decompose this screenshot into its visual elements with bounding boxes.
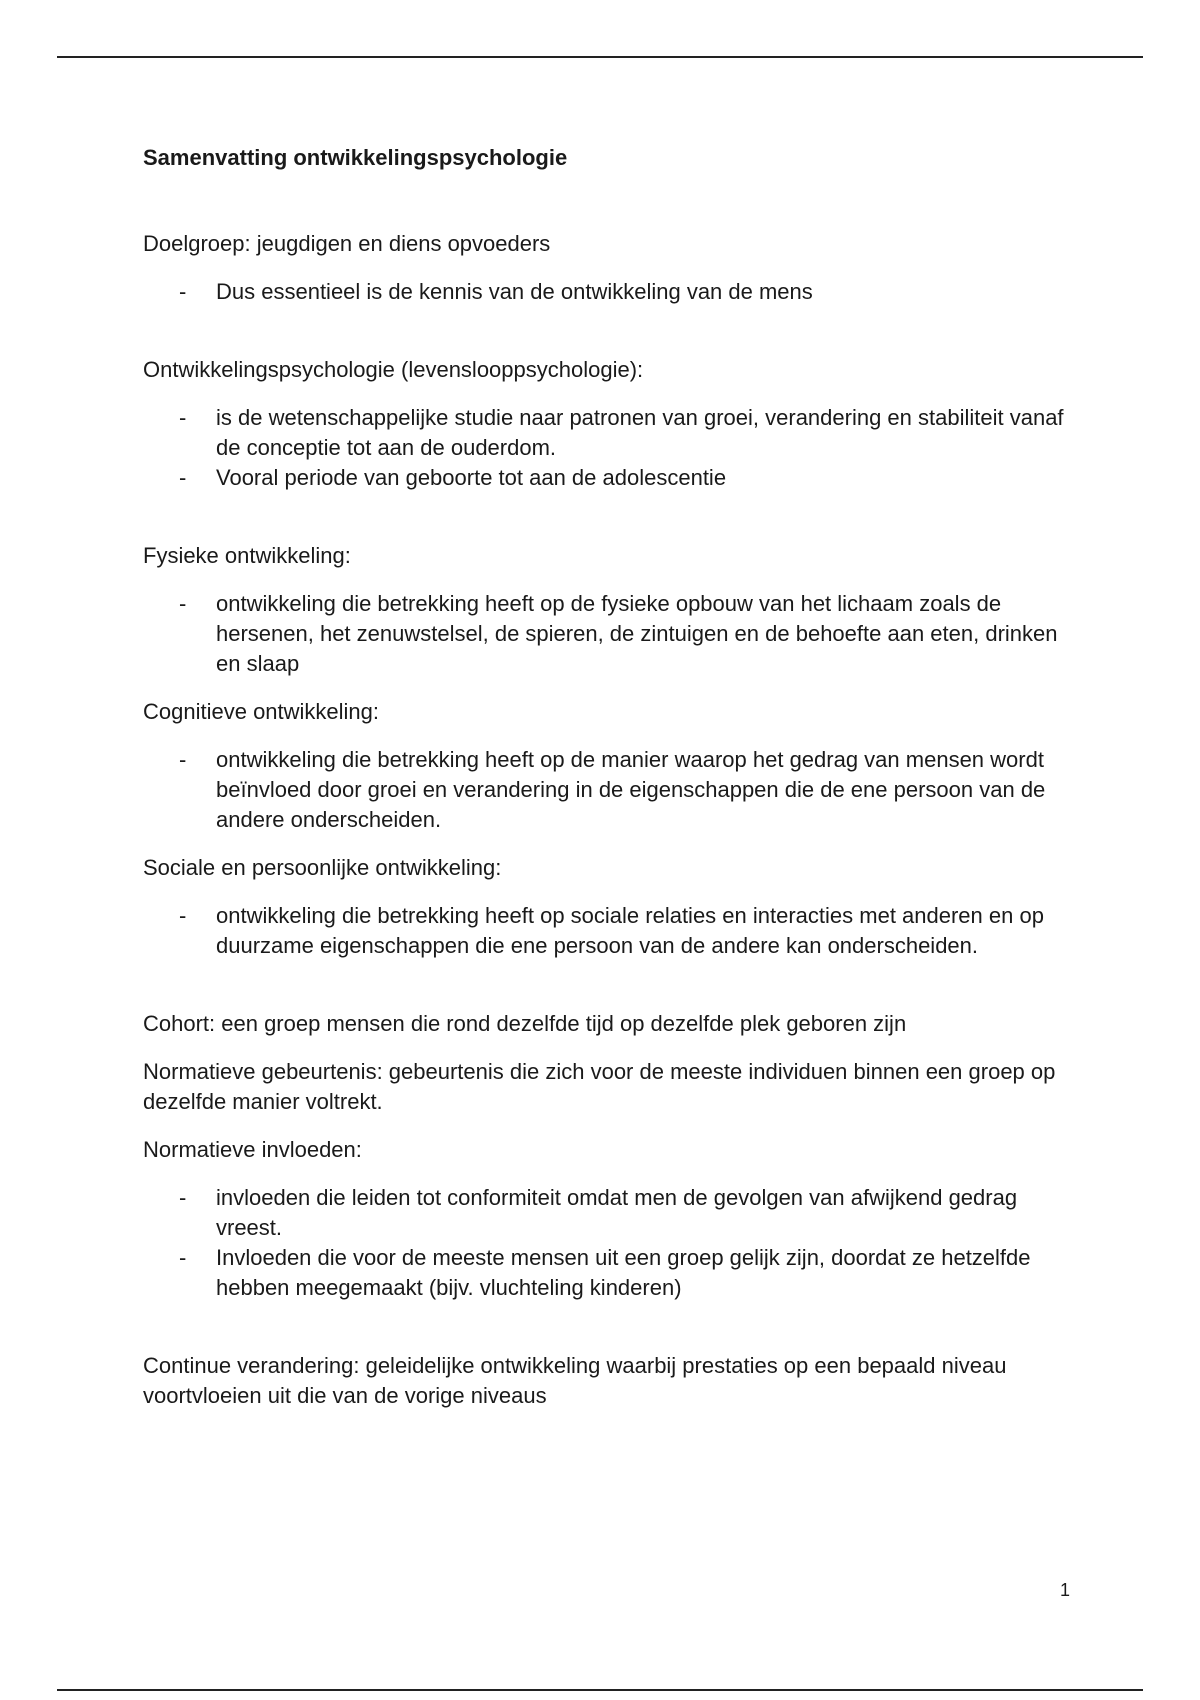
paragraph-normatieve-invloeden: Normatieve invloeden: (143, 1137, 362, 1162)
paragraph-cognitieve-ontwikkeling: Cognitieve ontwikkeling: (143, 699, 380, 724)
bullet-list-ontwikkelingspsychologie (143, 403, 1083, 493)
bullet-list-doelgroep (143, 277, 1083, 307)
dash-bullet-icon: - (179, 405, 187, 430)
document-page (143, 143, 1083, 1429)
list-item: - invloeden die leiden tot conformiteit omdat men de gevolgen van afwijkend gedrag vreest. (179, 1185, 1018, 1240)
list-item: - Vooral periode van geboorte tot aan de adolescentie (143, 463, 1083, 493)
paragraph-ontwikkelingspsychologie: Ontwikkelingspsychologie (levenslooppsychologie): (143, 357, 644, 382)
dash-bullet-icon: - (179, 747, 187, 772)
paragraph-cohort: Cohort: een groep mensen die rond dezelfde tijd op dezelfde plek geboren zijn (143, 1011, 907, 1036)
dash-bullet-icon: - (179, 279, 187, 304)
bullet-list-normatieve-invloeden (143, 1183, 1083, 1303)
dash-bullet-icon: - (179, 465, 187, 490)
page-number: 1 (1059, 1580, 1070, 1600)
dash-bullet-icon: - (179, 1245, 187, 1270)
list-item: - Dus essentieel is de kennis van de ontwikkeling van de mens (143, 277, 1083, 307)
list-item: - is de wetenschappelijke studie naar patronen van groei, verandering en stabiliteit vanaf de conceptie tot aan de ouderdom. (179, 405, 1064, 460)
dash-bullet-icon: - (179, 903, 187, 928)
paragraph-normatieve-gebeurtenis: Normatieve gebeurtenis: gebeurtenis die zich voor de meeste individuen binnen een groep op dezelfde manier voltrekt. (143, 1059, 1056, 1114)
paragraph-fysieke-ontwikkeling: Fysieke ontwikkeling: (143, 543, 351, 568)
bullet-list-sociale-ontwikkeling (143, 901, 1083, 961)
paragraph-doelgroep: Doelgroep: jeugdigen en diens opvoeders (143, 231, 551, 256)
list-item: - Invloeden die voor de meeste mensen uit een groep gelijk zijn, doordat ze hetzelfde hebben meegemaakt (bijv. vluchteling kinderen) (179, 1245, 1031, 1300)
bullet-list-fysieke-ontwikkeling (143, 589, 1083, 679)
paragraph-sociale-ontwikkeling: Sociale en persoonlijke ontwikkeling: (143, 855, 502, 880)
list-item: - ontwikkeling die betrekking heeft op sociale relaties en interacties met anderen en op duurzame eigenschappen die ene persoon van de andere kan onderscheiden. (179, 903, 1044, 958)
dash-bullet-icon: - (179, 591, 187, 616)
bullet-list-cognitieve-ontwikkeling (143, 745, 1083, 835)
list-item: - ontwikkeling die betrekking heeft op de fysieke opbouw van het lichaam zoals de hersenen, het zenuwstelsel, de spieren, de zintuigen en de behoefte aan eten, drinken en slaap (179, 591, 1058, 676)
paragraph-continue-verandering: Continue verandering: geleidelijke ontwikkeling waarbij prestaties op een bepaald niveau voortvloeien uit die van de vorige niveaus (143, 1353, 1007, 1408)
document-title: Samenvatting ontwikkelingspsychologie (143, 145, 568, 170)
top-rule (57, 56, 1143, 58)
bottom-rule (57, 1689, 1143, 1691)
list-item: - ontwikkeling die betrekking heeft op de manier waarop het gedrag van mensen wordt beïnvloed door groei en verandering in de eigenschappen die de ene persoon van de andere onderscheiden. (179, 747, 1046, 832)
dash-bullet-icon: - (179, 1185, 187, 1210)
